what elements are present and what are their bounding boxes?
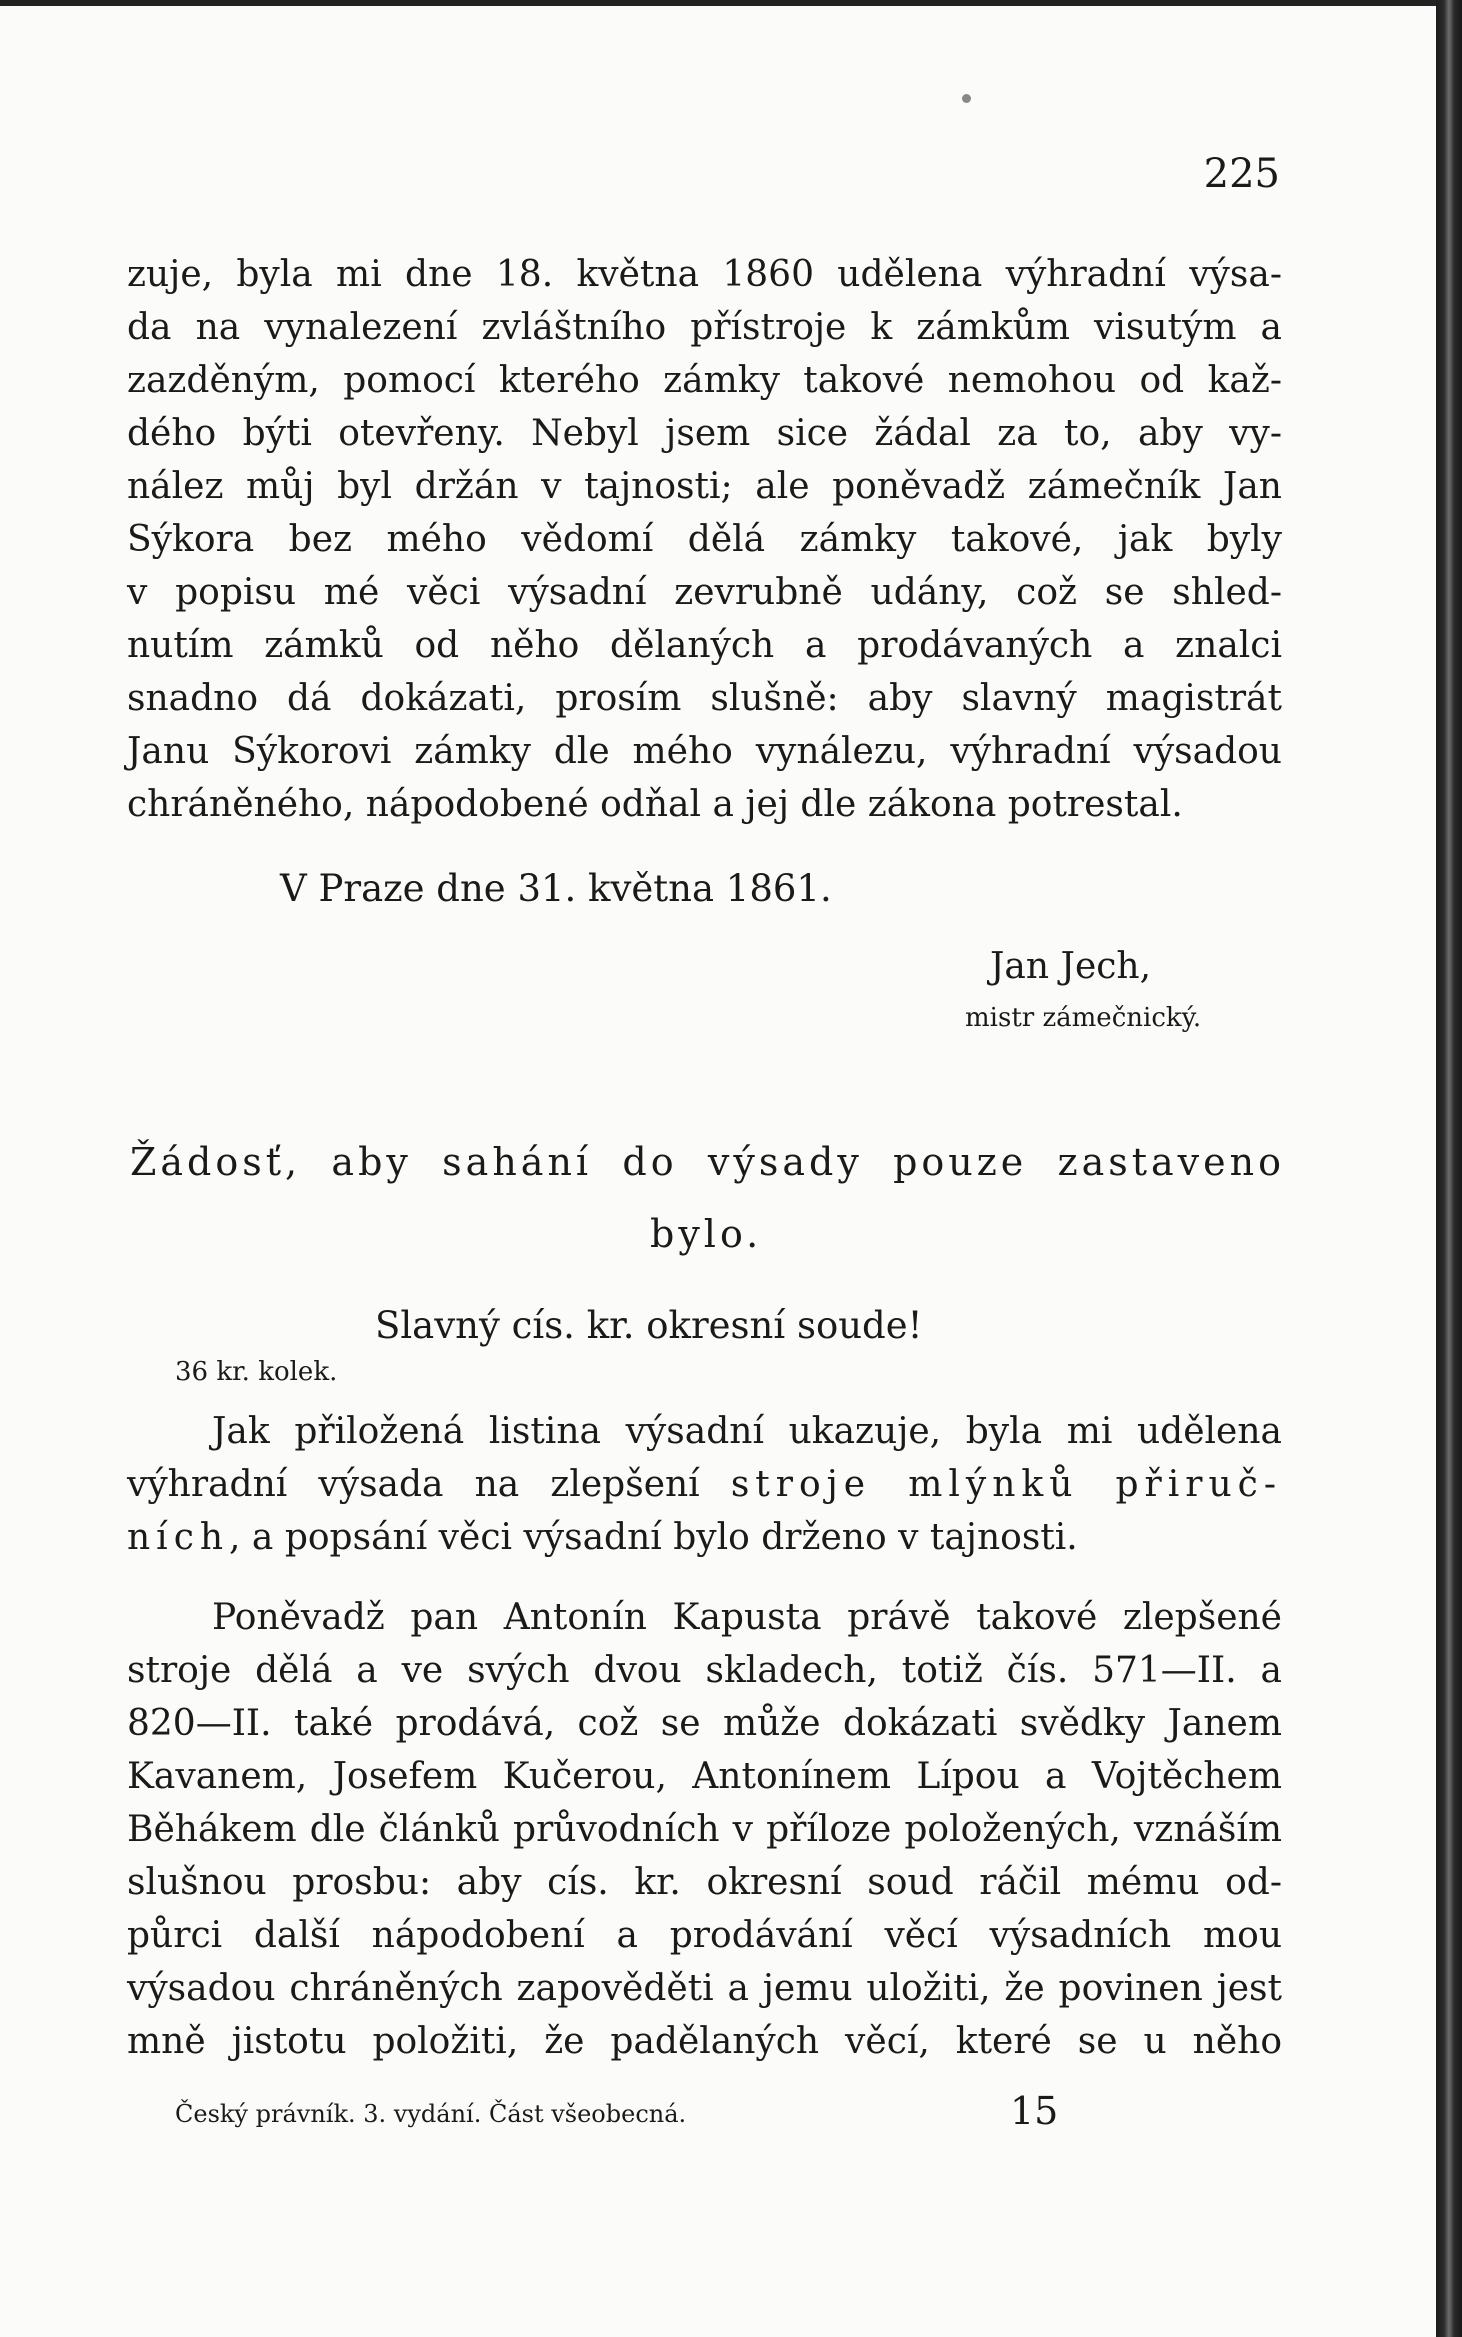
footer-signature-mark: 15 bbox=[1010, 2089, 1059, 2133]
ink-speck bbox=[962, 94, 971, 103]
text-line: Poněvadž pan Antonín Kapusta právě takové zlepšené bbox=[212, 1597, 1282, 1638]
text-line: nález můj byl držán v tajnosti; ale poněvadž zámečník Jan bbox=[127, 466, 1282, 507]
text-line: Janu Sýkorovi zámky dle mého vynálezu, výhradní výsadou bbox=[127, 731, 1282, 772]
text-line: Kavanem, Josefem Kučerou, Antonínem Lípou a Vojtěchem bbox=[127, 1756, 1282, 1797]
text-line: stroje dělá a ve svých dvou skladech, totiž čís. 571—II. a bbox=[127, 1650, 1282, 1691]
paragraph-patent-request bbox=[127, 248, 1282, 831]
signature-title: mistr zámečnický. bbox=[965, 1003, 1202, 1033]
dateline: V Praze dne 31. května 1861. bbox=[280, 867, 832, 910]
text-line: Sýkora bez mého vědomí dělá zámky takové, jak byly bbox=[127, 519, 1282, 560]
paragraph-court-request bbox=[127, 1405, 1282, 1564]
page-edge bbox=[1436, 0, 1462, 2337]
signature-name: Jan Jech, bbox=[990, 946, 1152, 987]
text-line: výsadou chráněných zapověděti a jemu uložiti, že povinen jest bbox=[127, 1968, 1282, 2009]
text-line: snadno dá dokázati, prosím slušně: aby slavný magistrát bbox=[127, 678, 1282, 719]
section-heading: Žádosť, aby sahání do výsady pouze zastaveno bbox=[130, 1140, 1285, 1184]
salutation: Slavný cís. kr. okresní soude! bbox=[375, 1304, 923, 1347]
text-line: půrci další nápodobení a prodávání věcí výsadních mou bbox=[127, 1915, 1282, 1956]
text-line: slušnou prosbu: aby cís. kr. okresní soud ráčil mému od- bbox=[127, 1862, 1282, 1903]
stamp-note: 36 kr. kolek. bbox=[175, 1357, 338, 1387]
text-line: zazděným, pomocí kterého zámky takové nemohou od kaž- bbox=[127, 360, 1282, 401]
text-line: da na vynalezení zvláštního přístroje k zámkům visutým a bbox=[127, 307, 1282, 348]
text-line: Běhákem dle článků průvodních v příloze položených, vznáším bbox=[127, 1809, 1282, 1850]
emphasized-text: ních bbox=[127, 1517, 230, 1558]
text-line: nutím zámků od něho dělaných a prodávaných a znalci bbox=[127, 625, 1282, 666]
text-line: dého býti otevřeny. Nebyl jsem sice žádal za to, aby vy- bbox=[127, 413, 1282, 454]
text-line: Jak přiložená listina výsadní ukazuje, byla mi udělena bbox=[212, 1411, 1282, 1452]
text-line: zuje, byla mi dne 18. května 1860 udělena výhradní výsa- bbox=[127, 254, 1282, 295]
footer-book-title: Český právník. 3. vydání. Část všeobecná. bbox=[175, 2100, 687, 2128]
text-line bbox=[127, 1458, 1282, 1511]
page-number: 225 bbox=[1203, 151, 1280, 197]
emphasized-text: stroje mlýnků přiruč- bbox=[730, 1464, 1282, 1505]
section-heading-continuation: bylo. bbox=[650, 1212, 763, 1256]
text-line: 820—II. také prodává, což se může dokázati svědky Janem bbox=[127, 1703, 1282, 1744]
text-line: v popisu mé věci výsadní zevrubně udány, což se shled- bbox=[127, 572, 1282, 613]
text-segment: výhradní výsada na zlepšení bbox=[127, 1464, 731, 1505]
text-line: mně jistotu položiti, že padělaných věcí, které se u něho bbox=[127, 2021, 1282, 2062]
text-segment: , a popsání věci výsadní bylo drženo v tajnosti. bbox=[229, 1517, 1078, 1558]
text-line: chráněného, nápodobené odňal a jej dle zákona potrestal. bbox=[127, 784, 1183, 825]
paragraph-infringement bbox=[127, 1591, 1282, 2068]
text-line bbox=[127, 1511, 1282, 1564]
